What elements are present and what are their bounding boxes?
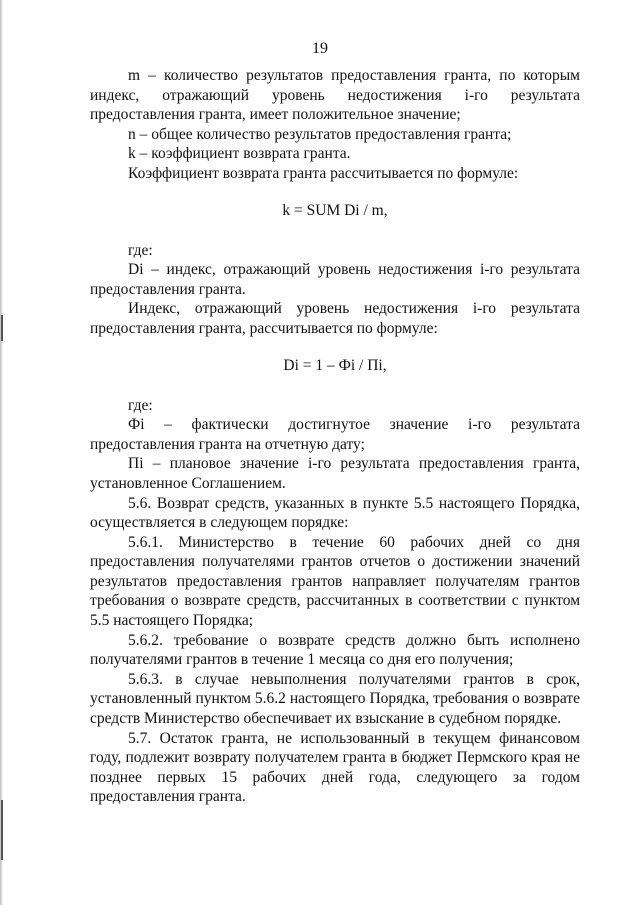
page-number: 19 [312,40,328,57]
scan-mark [1,315,3,341]
formula-k: k = SUM Di / m, [282,201,388,219]
scan-mark [1,800,3,860]
definition-fi: Фi – фактически достигнутое значение i-го результата предоставления гранта на отчетную дату; [90,416,580,453]
clause-5-6-2: 5.6.2. требование о возврате средств должно быть исполнено получателями грантов в течение 1 месяца со дня его получения; [90,631,580,669]
definition-m: m – количество результатов предоставления гранта, по которым индекс, отражающий уровень недостижения i-го результата предоставления гранта, имеет положительное значение; [90,67,580,124]
scan-edge [0,0,3,905]
document-body [90,66,580,807]
clause-5-7: 5.7. Остаток гранта, не использованный в текущем финансовом году, подлежит возврату получателем гранта в бюджет Пермского края не позднее первых 15 рабочих дней года, следующего за годом предоставления гранта. [90,729,580,806]
where-label: где: [128,241,153,259]
formula-intro-k: Коэффициент возврата гранта рассчитывается по формуле: [128,164,519,182]
clause-5-6-1: 5.6.1. Министерство в течение 60 рабочих дней со дня предоставления получателями грантов отчетов о достижении значений результатов предоставления грантов направляет получателям грантов требования о возврате средств, рассчитанных в соответствии с пунктом 5.5 настоящего Порядка; [90,533,580,630]
definition-pi: Пi – плановое значение i-го результата предоставления гранта, установленное Соглашением. [90,455,580,492]
clause-5-6-3: 5.6.3. в случае невыполнения получателями грантов в срок, установленный пунктом 5.6.2 настоящего Порядка, требования о возврате средств Министерство обеспечивает их взыскание в судебном порядке. [90,670,580,728]
definition-n: n – общее количество результатов предоставления гранта; [128,125,512,143]
clause-5-6: 5.6. Возврат средств, указанных в пункте 5.5 настоящего Порядка, осуществляется в следующем порядке: [90,494,580,532]
formula-intro-di: Индекс, отражающий уровень недостижения i-го результата предоставления гранта, рассчитывается по формуле: [90,300,580,337]
definition-k: k – коэффициент возврата гранта. [128,145,351,163]
where-label: где: [128,396,153,414]
definition-di: Di – индекс, отражающий уровень недостижения i-го результата предоставления гранта. [90,261,580,298]
formula-di: Di = 1 – Фi / Пi, [283,356,387,374]
